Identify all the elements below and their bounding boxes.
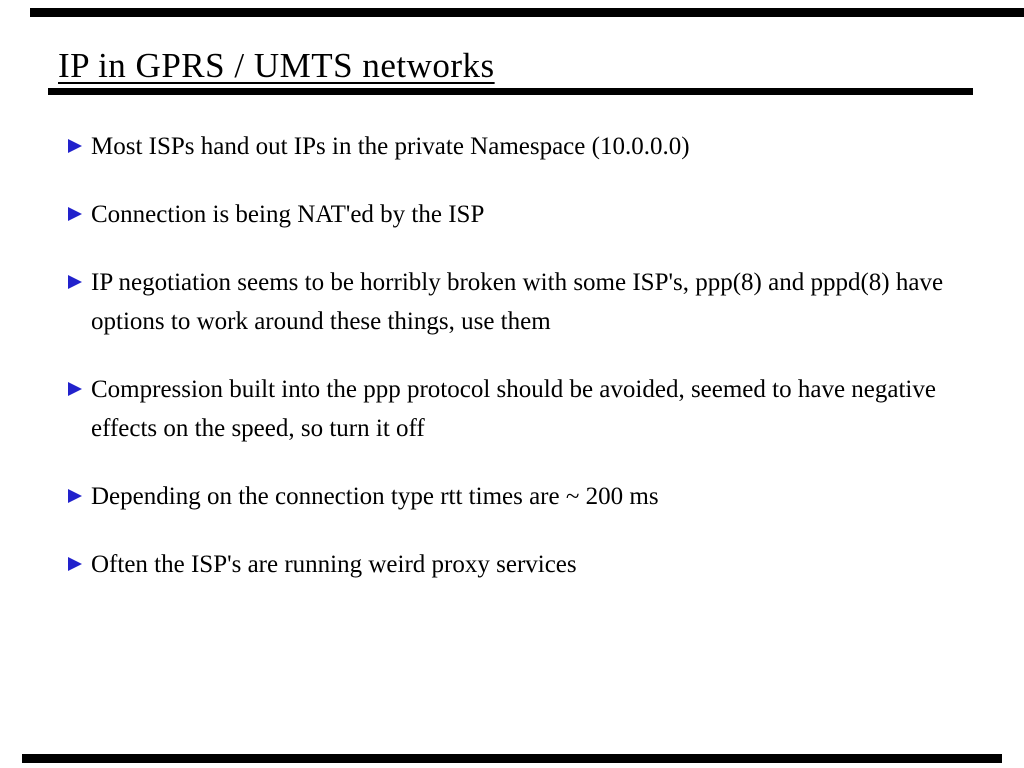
bullet-item — [68, 263, 971, 341]
slide-title: IP in GPRS / UMTS networks — [58, 46, 495, 85]
right-triangle-icon — [68, 207, 82, 221]
bullet-text: Compression built into the ppp protocol should be avoided, seemed to have negative effects on the speed, so turn it off — [91, 376, 936, 442]
right-triangle-icon — [68, 557, 82, 571]
right-triangle-icon — [68, 382, 82, 396]
bullet-text: Depending on the connection type rtt times are ~ 200 ms — [91, 483, 659, 510]
bullet-text: Often the ISP's are running weird proxy services — [91, 551, 577, 578]
bullet-item — [68, 127, 971, 166]
right-triangle-icon — [68, 139, 82, 153]
bottom-edge-bar — [22, 754, 1002, 763]
bullet-item — [68, 195, 971, 234]
bullet-item — [68, 370, 971, 448]
bullet-text: Connection is being NAT'ed by the ISP — [91, 201, 485, 228]
title-underline-rule — [48, 88, 973, 95]
bullet-text: Most ISPs hand out IPs in the private Namespace (10.0.0.0) — [91, 133, 690, 160]
bullet-item — [68, 545, 971, 584]
bullet-text: IP negotiation seems to be horribly broken with some ISP's, ppp(8) and pppd(8) have options to work around these things, use them — [91, 269, 944, 335]
bullet-item — [68, 477, 971, 516]
bullet-list — [68, 127, 971, 613]
right-triangle-icon — [68, 275, 82, 289]
top-edge-bar — [30, 8, 1024, 17]
right-triangle-icon — [68, 489, 82, 503]
